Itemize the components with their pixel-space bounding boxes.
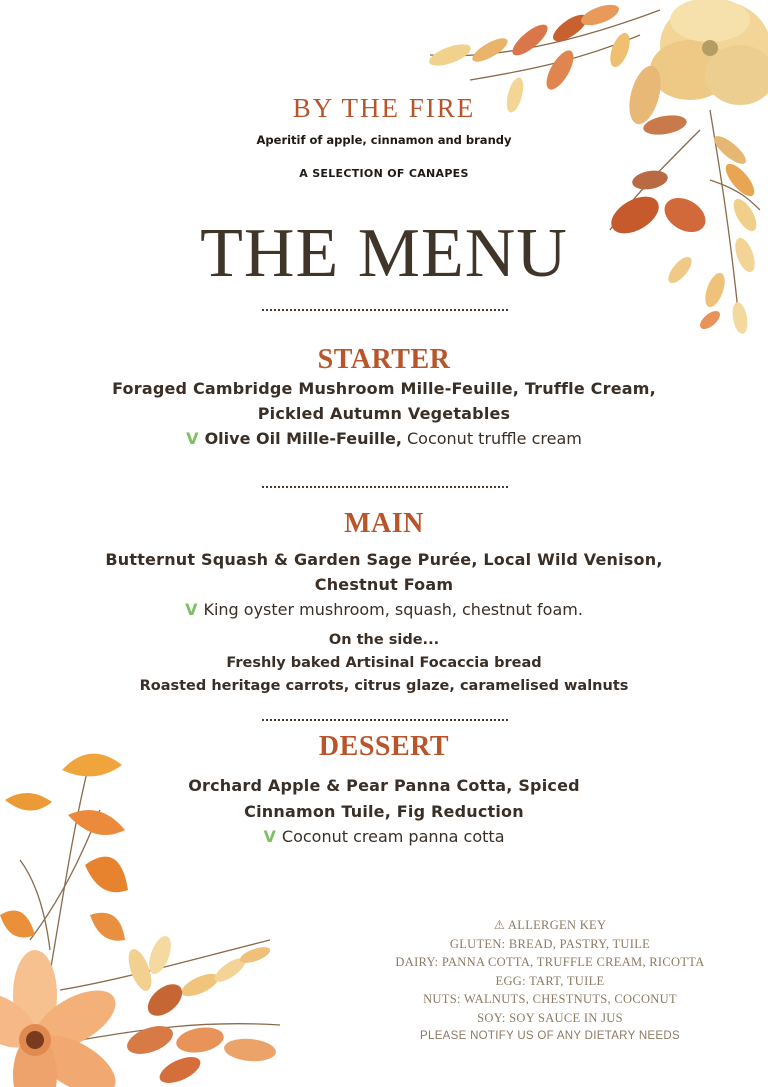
allergen-key [380,916,720,1046]
side-item-2: Roasted heritage carrots, citrus glaze, caramelised walnuts [139,678,629,694]
dessert-veg-option [0,824,768,849]
page-title: THE MENU [200,215,568,292]
dessert-heading: DESSERT [318,731,450,762]
dessert-dish-line-1: Orchard Apple & Pear Panna Cotta, Spiced [188,776,580,795]
allergen-nuts: NUTS: WALNUTS, CHESTNUTS, COCONUT [423,992,677,1006]
vegetarian-icon: V [185,600,198,619]
starter-veg-detail: Coconut truffle cream [401,429,582,448]
main-dish-line-1: Butternut Squash & Garden Sage Purée, Local Wild Venison, [105,550,663,569]
starter-heading: STARTER [317,344,451,375]
starter-dish-line-2: Pickled Autumn Vegetables [257,404,511,423]
starter-veg-option [0,426,768,451]
allergen-soy: SOY: SOY SAUCE IN JUS [477,1010,623,1025]
main-veg-option [0,597,768,622]
main-dish-line-2: Chestnut Foam [314,575,454,594]
side-heading: On the side... [328,632,440,648]
dietary-notice: PLEASE NOTIFY US OF ANY DIETARY NEEDS [420,1030,680,1042]
vegetarian-icon: V [186,429,199,448]
divider-3 [262,719,508,721]
vegetarian-icon: V [263,827,276,846]
canapes-line: A SELECTION OF CANAPES [299,167,469,180]
allergen-dairy: DAIRY: PANNA COTTA, TRUFFLE CREAM, RICOTTA [395,955,705,969]
allergen-key-title: ⚠ ALLERGEN KEY [493,918,607,932]
aperitif-line: Aperitif of apple, cinnamon and brandy [256,133,512,147]
dessert-veg-detail: Coconut cream panna cotta [281,827,505,846]
allergen-gluten: GLUTEN: BREAD, PASTRY, TUILE [449,936,651,951]
main-veg-detail: King oyster mushroom, squash, chestnut foam. [203,600,583,619]
starter-dish-line-1: Foraged Cambridge Mushroom Mille-Feuille, Truffle Cream, [112,379,656,398]
main-heading: MAIN [344,508,424,539]
side-item-1: Freshly baked Artisinal Focaccia bread [226,655,542,671]
allergen-egg: EGG: TART, TUILE [495,973,605,988]
dessert-dish-line-2: Cinnamon Tuile, Fig Reduction [244,802,524,821]
divider-1 [262,309,508,311]
starter-veg-name: Olive Oil Mille-Feuille, [204,429,402,448]
venue-title: BY THE FIRE [292,93,476,123]
divider-2 [262,486,508,488]
